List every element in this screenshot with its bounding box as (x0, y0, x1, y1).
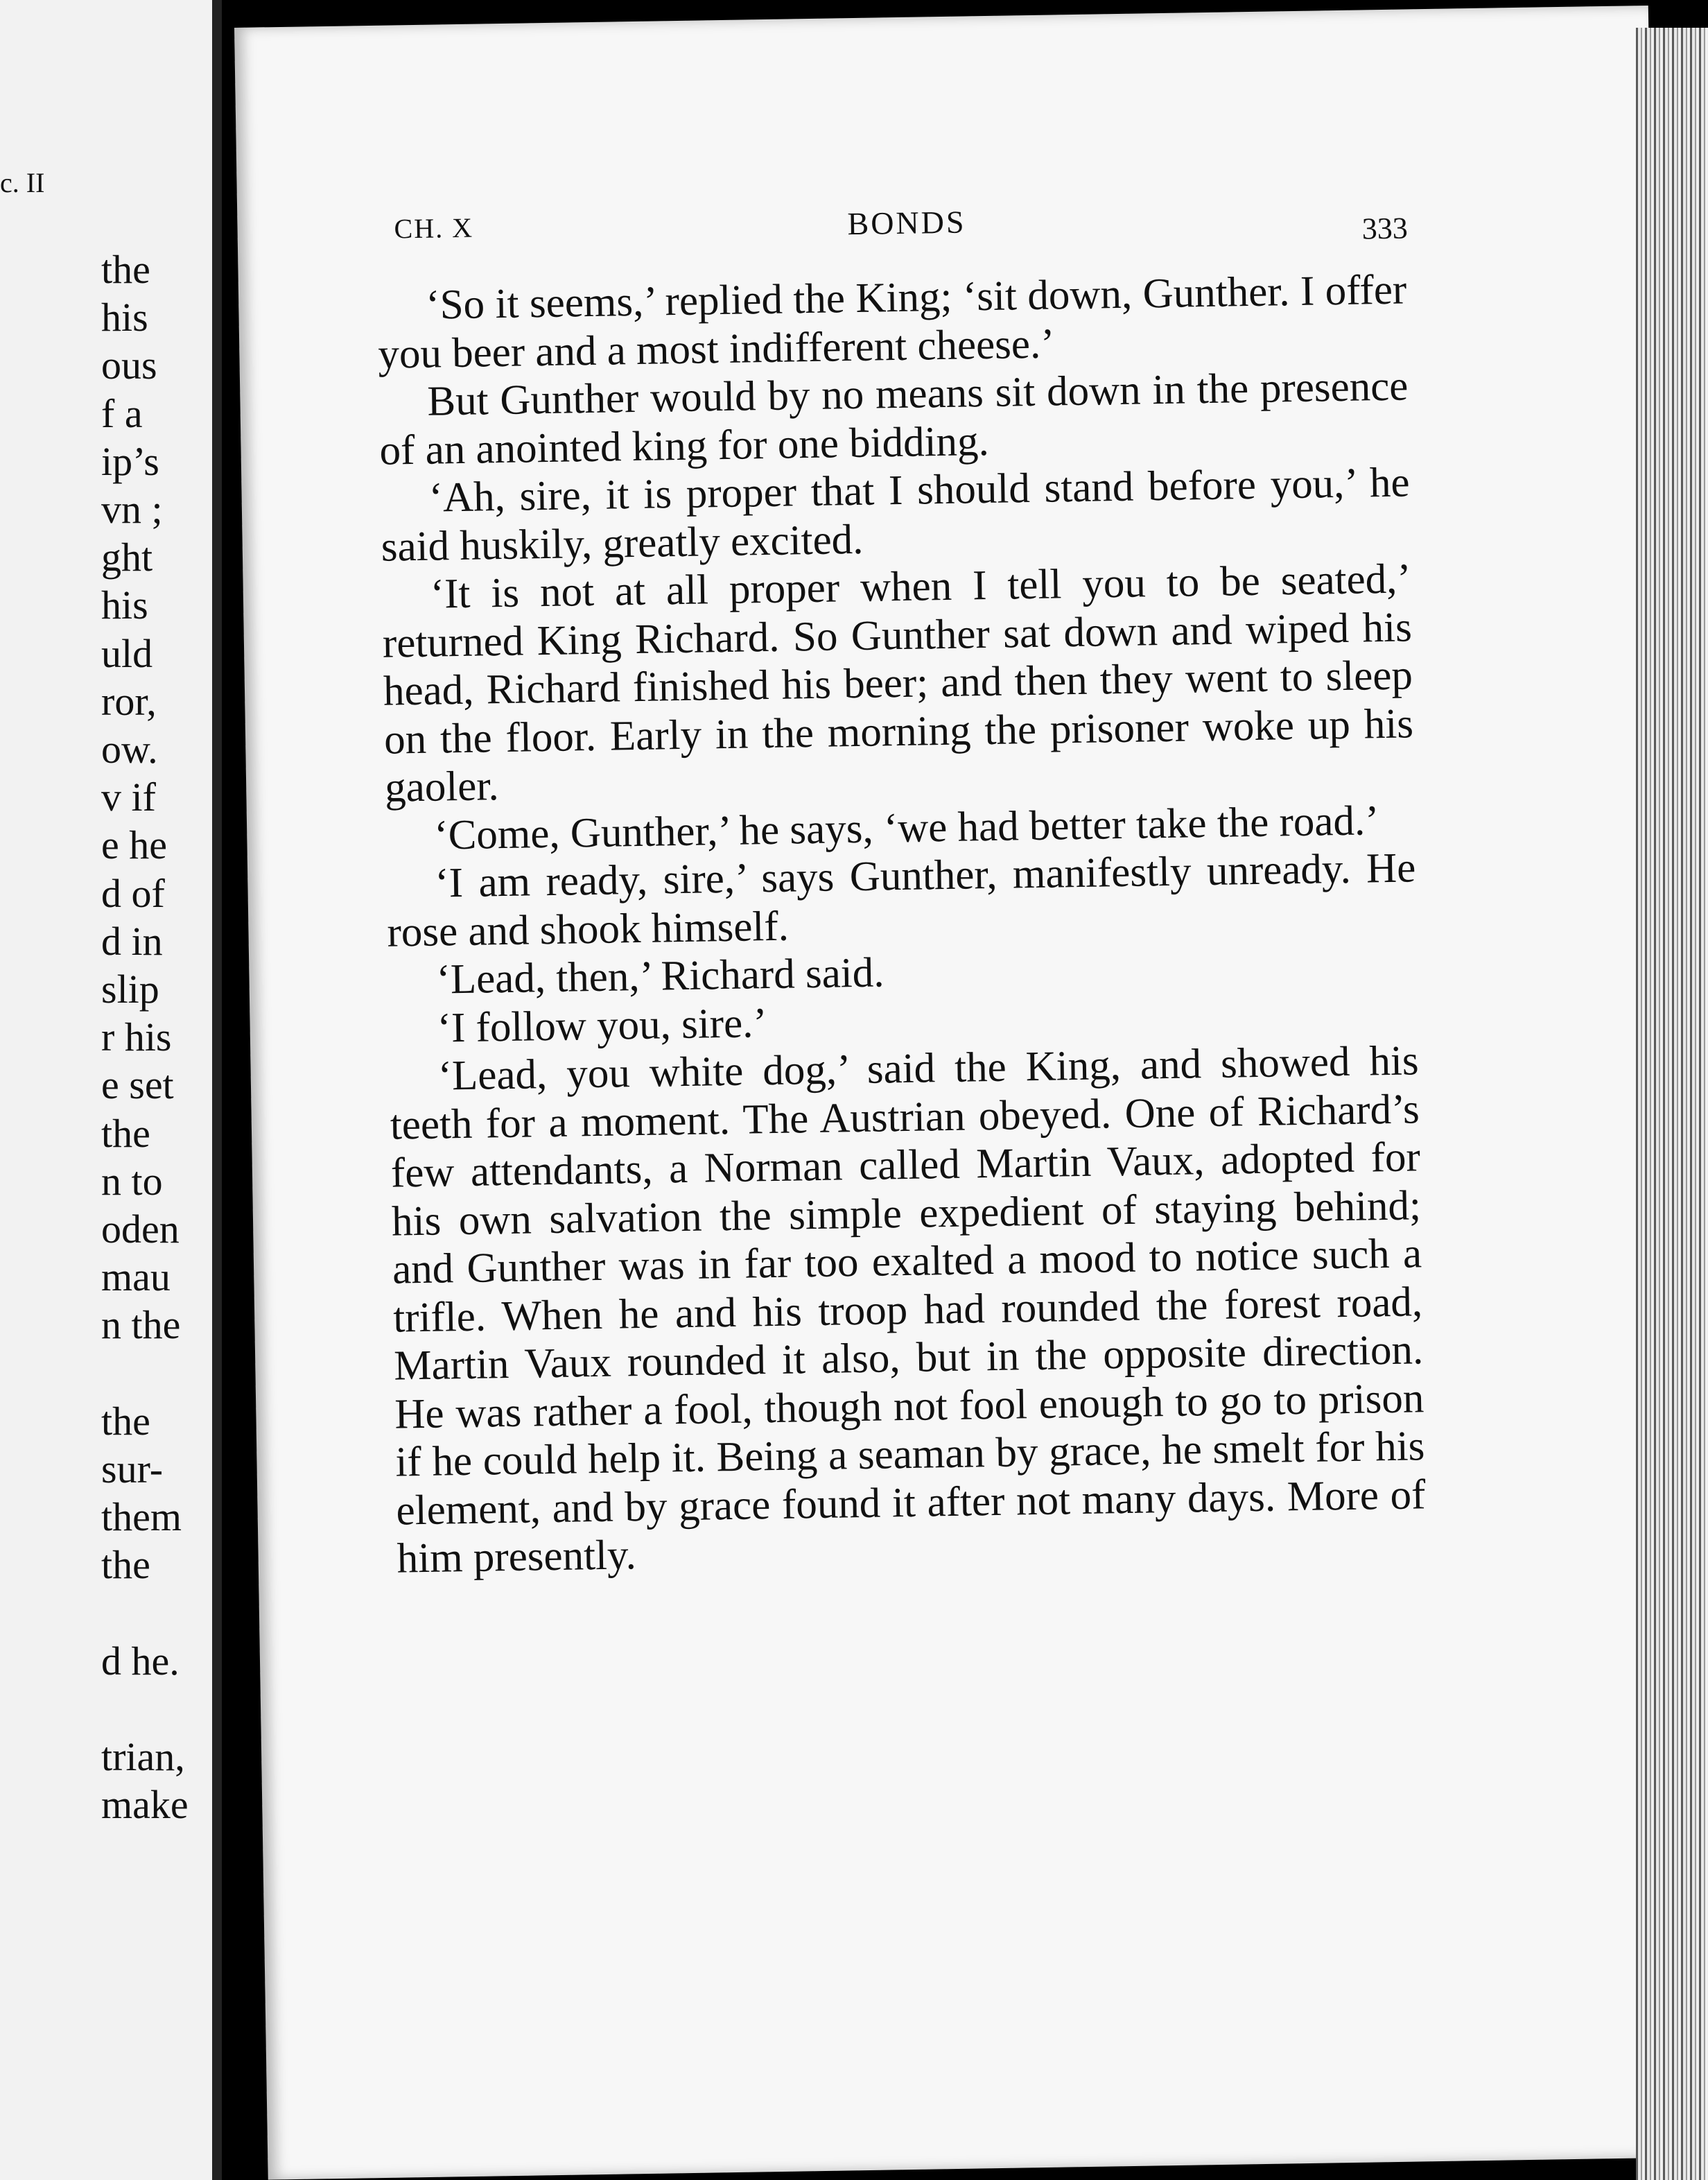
left-page-line: trian, (101, 1734, 185, 1780)
left-page-line: sur- (101, 1446, 164, 1491)
paragraph: ‘Come, Gunther,’ he says, ‘we had better take the road.’ (433, 797, 1380, 859)
page-number: 333 (1361, 211, 1409, 246)
page-edges (1636, 28, 1708, 2180)
paragraph: ‘I follow you, sire.’ (437, 999, 768, 1052)
left-page-line: ror, (101, 678, 157, 724)
body-text (377, 266, 1427, 1583)
left-page-line: f a (101, 390, 143, 436)
left-page-line: vn ; (101, 487, 163, 532)
left-page (0, 0, 222, 2180)
paragraph: ‘Lead, you white dog,’ said the King, and showed his teeth for a moment. The Austrian obeyed. One of Richard’s few attendants, a Norman called Martin Vaux, adopted for his own salvation the simple expedient of staying behind; and Gunther was in far too exalted a mood to notice such a trifle. When he and his troop had rounded the forest road, Martin Vaux rounded it also, but in the opposite direction. He was rather a fool, though not fool enough to go to prison if he could help it. Being a seaman by grace, he smelt for his element, and by grace found it after not many days. More of him presently. (390, 1037, 1426, 1582)
left-page-line: make (101, 1782, 189, 1828)
left-page-line: ght (101, 535, 153, 580)
left-page-line: his (101, 582, 148, 628)
left-page-line: e he (101, 822, 167, 868)
chapter-label: CH. X (394, 211, 474, 245)
left-page-line: them (101, 1494, 182, 1540)
left-page-line: e set (101, 1062, 174, 1108)
left-page-line: v if (101, 775, 156, 820)
left-page-line: n the (101, 1302, 181, 1348)
left-page-line: d he. (101, 1638, 180, 1684)
left-page-header: c. II (0, 167, 45, 198)
left-page-line: n to (101, 1158, 163, 1204)
paragraph: But Gunther would by no means sit down in the presence of an anointed king for one bidding. (379, 363, 1409, 474)
left-page-line: slip (101, 967, 159, 1012)
paragraph: ‘Lead, then,’ Richard said. (436, 949, 885, 1003)
left-page-line: r his (101, 1014, 172, 1060)
running-title: BONDS (847, 204, 966, 242)
left-page-line: mau (101, 1254, 171, 1300)
paragraph: ‘Ah, sire, it is proper that I should stand before you,’ he said huskily, greatly excited. (381, 459, 1411, 571)
left-page-line: ow. (101, 727, 158, 772)
left-page-line: the (101, 1398, 150, 1444)
left-page-line: the (101, 1542, 150, 1588)
paragraph: ‘I am ready, sire,’ says Gunther, manifestly unready. He rose and shook himself. (386, 845, 1416, 956)
left-page-line: oden (101, 1206, 180, 1252)
left-page-line: ous (101, 343, 157, 388)
paragraph: ‘So it seems,’ replied the King; ‘sit down, Gunther. I offer you beer and a most indifferent cheese.’ (377, 266, 1407, 378)
left-page-line: uld (101, 630, 153, 676)
right-page (234, 6, 1682, 2180)
left-page-line: the (101, 247, 150, 292)
left-page-line: d of (101, 870, 165, 916)
left-page-line: d in (101, 918, 163, 964)
left-page-line: his (101, 295, 148, 340)
left-page-line: ip’s (101, 438, 159, 484)
left-page-line: the (101, 1110, 150, 1156)
paragraph: ‘It is not at all proper when I tell you to be seated,’ returned King Richard. So Gunther sat down and wiped his head, Richard finished his beer; and then they went to sleep on the floor. Early in the morning the prisoner woke up his gaoler. (382, 555, 1414, 811)
